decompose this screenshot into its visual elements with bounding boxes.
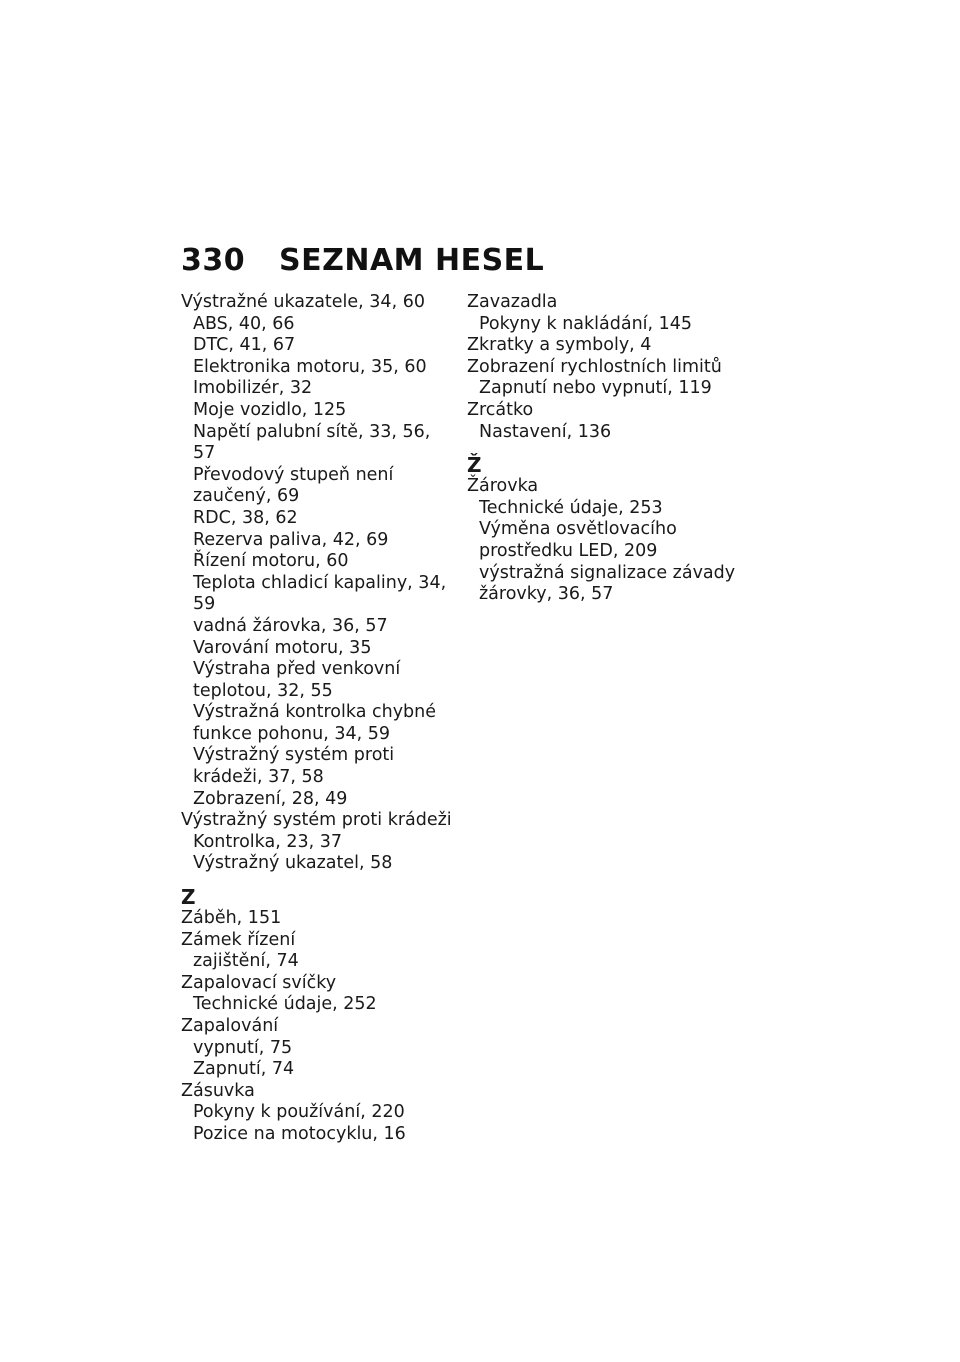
index-subentry: vadná žárovka, 36, 57: [193, 615, 388, 636]
index-entry: Výstražný systém proti krádeži: [181, 810, 452, 831]
index-subentry: funkce pohonu, 34, 59: [193, 723, 391, 744]
index-entry: Zavazadla: [467, 292, 558, 312]
index-subentry: Imobilizér, 32: [193, 378, 313, 399]
index-subentry: 57: [193, 443, 216, 464]
index-subentry: Výstražný systém proti: [193, 745, 395, 766]
index-subentry: žárovky, 36, 57: [479, 584, 614, 605]
index-subentry: zajištění, 74: [193, 951, 299, 972]
index-entry: Záběh, 151: [181, 908, 282, 929]
index-entry: Žárovka: [467, 476, 539, 497]
page-number: 330: [181, 242, 246, 278]
index-subentry: Převodový stupeň není: [193, 464, 394, 485]
index-subentry: výstražná signalizace závady: [479, 562, 736, 583]
index-entry: Zrcátko: [467, 399, 534, 420]
index-subentry: zaučený, 69: [193, 486, 300, 507]
index-subentry: Řízení motoru, 60: [193, 551, 349, 572]
index-entry: Zapalování: [181, 1016, 279, 1036]
index-entry: Zásuvka: [181, 1080, 255, 1101]
index-entry: Zkratky a symboly, 4: [467, 335, 652, 356]
index-column-right: [467, 292, 757, 606]
index-subentry: Výstražný ukazatel, 58: [193, 853, 393, 874]
index-column-left: [181, 292, 453, 1146]
index-subentry: vypnutí, 75: [193, 1037, 293, 1058]
page-header: [181, 240, 544, 280]
index-entry: Zapalovací svíčky: [181, 972, 337, 993]
index-subentry: Výstraha před venkovní: [193, 659, 401, 680]
index-subentry: Technické údaje, 252: [193, 994, 377, 1015]
index-subentry: Teplota chladicí kapaliny, 34,: [193, 572, 447, 593]
index-subentry: RDC, 38, 62: [193, 507, 298, 528]
index-subentry: Rezerva paliva, 42, 69: [193, 529, 389, 550]
index-subentry: Pokyny k používání, 220: [193, 1102, 405, 1123]
index-subentry: Výměna osvětlovacího: [479, 519, 677, 540]
index-subentry: Technické údaje, 253: [479, 497, 663, 518]
index-subentry: Varování motoru, 35: [193, 637, 372, 658]
index-section-letter: Ž: [467, 453, 482, 478]
index-subentry: Výstražná kontrolka chybné: [193, 702, 437, 723]
index-subentry: Zapnutí nebo vypnutí, 119: [479, 378, 712, 399]
index-subentry: DTC, 41, 67: [193, 335, 296, 356]
index-entry: Výstražné ukazatele, 34, 60: [181, 292, 425, 312]
index-subentry: Zobrazení, 28, 49: [193, 788, 348, 809]
page-title: SEZNAM HESEL: [279, 242, 545, 278]
index-subentry: Pokyny k nakládání, 145: [479, 313, 693, 334]
index-subentry: Zapnutí, 74: [193, 1059, 295, 1080]
index-subentry: Pozice na motocyklu, 16: [193, 1123, 406, 1144]
index-subentry: Moje vozidlo, 125: [193, 399, 347, 420]
index-subentry: ABS, 40, 66: [193, 313, 295, 334]
index-subentry: teplotou, 32, 55: [193, 680, 333, 701]
index-subentry: Kontrolka, 23, 37: [193, 831, 342, 852]
index-section-letter: Z: [181, 885, 196, 910]
index-entry: Zámek řízení: [181, 929, 296, 950]
index-subentry: krádeži, 37, 58: [193, 767, 324, 788]
index-subentry: Napětí palubní sítě, 33, 56,: [193, 421, 431, 442]
index-subentry: Nastavení, 136: [479, 421, 612, 442]
index-subentry: prostředku LED, 209: [479, 540, 658, 561]
index-entry: Zobrazení rychlostních limitů: [467, 356, 722, 377]
index-subentry: 59: [193, 594, 216, 615]
index-subentry: Elektronika motoru, 35, 60: [193, 356, 427, 377]
